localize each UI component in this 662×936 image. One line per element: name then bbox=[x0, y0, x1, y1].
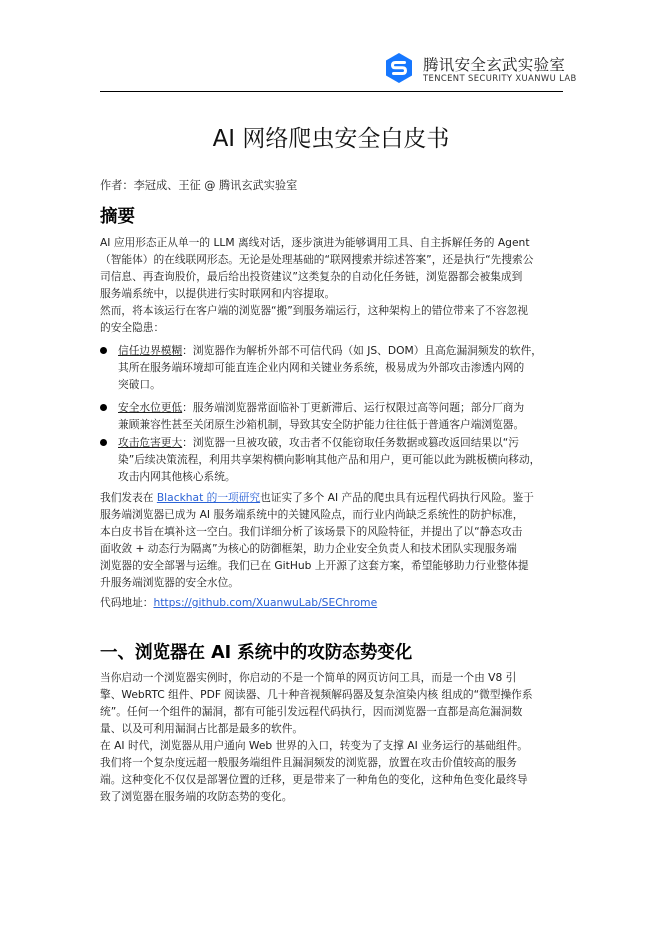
document-header bbox=[0, 0, 662, 92]
brand-name-cn: 腾讯安全玄武实验室 bbox=[423, 56, 566, 74]
text-line: （智能体）的在线联网形态。无论是处理基础的“联网搜索并综述答案”，还是执行“先搜索公 bbox=[100, 253, 534, 267]
text-line: 浏览器的安全部署与运维。我们已在 GitHub 上开源了这套方案，希望能够助力行业整体提 bbox=[100, 559, 529, 573]
text-line: 突破口。 bbox=[118, 378, 161, 392]
bullet-term: 安全水位更低 bbox=[118, 401, 183, 414]
bullet-dot-icon bbox=[100, 439, 107, 446]
text-line: 的安全隐患： bbox=[100, 321, 165, 335]
abstract-paragraph-3 bbox=[100, 489, 563, 592]
abstract-paragraph-1 bbox=[100, 234, 563, 302]
text-line: 攻击内网其他核心系统。 bbox=[118, 470, 236, 484]
text-line: 致了浏览器在服务端的攻防态势的变化。 bbox=[100, 790, 293, 804]
bullet-term: 信任边界模糊 bbox=[118, 344, 183, 357]
text-line: 擎、WebRTC 组件、PDF 阅读器、几十种音视频解码器及复杂渲染内核 组成的“微型操作系 bbox=[100, 688, 533, 702]
header-divider bbox=[100, 91, 563, 92]
text-line: ：服务端浏览器常面临补丁更新滞后、运行权限过高等问题；部分厂商为 bbox=[182, 401, 525, 414]
bullet-dot-icon bbox=[100, 404, 107, 411]
text-line: 服务端浏览器已成为 AI 服务端系统中的关键风险点，而行业内尚缺乏系统性的防护标准， bbox=[100, 508, 524, 522]
abstract-heading: 摘要 bbox=[100, 207, 135, 227]
text-line: 端。这种变化不仅仅是部署位置的迁移，更是带来了一种角色的变化，这种角色变化最终导 bbox=[100, 773, 528, 787]
section-1-heading: 一、浏览器在 AI 系统中的攻防态势变化 bbox=[100, 643, 413, 663]
bullet-dot-icon bbox=[100, 347, 107, 354]
text-line: 然而，将本该运行在客户端的浏览器“搬”到服务端运行，这种架构上的错位带来了不容忽视 bbox=[100, 304, 528, 317]
text-line: ：浏览器一旦被攻破，攻击者不仅能窃取任务数据或篡改返回结果以“污 bbox=[182, 436, 519, 449]
brand-name-en: TENCENT SECURITY XUANWU LAB bbox=[423, 73, 577, 83]
blackhat-research-link[interactable]: Blackhat 的一项研究 bbox=[156, 491, 261, 504]
text-line: 在 AI 时代，浏览器从用户通向 Web 世界的入口，转变为了支撑 AI 业务运行的基础组件。 bbox=[100, 739, 528, 752]
text-line: 本白皮书旨在填补这一空白。我们详细分析了该场景下的风险特征，并提出了以“静态攻击 bbox=[100, 525, 523, 539]
text-line: 量、以及可利用漏洞占比都是最多的软件。 bbox=[100, 722, 304, 736]
document-title: AI 网络爬虫安全白皮书 bbox=[212, 126, 450, 152]
text-line: AI 应用形态正从单一的 LLM 离线对话，逐步演进为能够调用工具、自主拆解任务的 Agent bbox=[100, 236, 530, 249]
text-line: 当你启动一个浏览器实例时，你启动的不是一个简单的网页访问工具，而是一个由 V8 引 bbox=[100, 671, 517, 684]
github-repo-link[interactable]: https://github.com/XuanwuLab/SEChrome bbox=[153, 596, 378, 609]
section-1-paragraph-2 bbox=[100, 737, 563, 805]
abstract-paragraph-2 bbox=[100, 302, 563, 336]
text-line: 我们将一个复杂度远超一般服务端组件且漏洞频发的浏览器，放置在攻击价值较高的服务 bbox=[100, 756, 517, 770]
xuanwu-lab-logo-icon bbox=[385, 52, 413, 84]
bullet-term: 攻击危害更大 bbox=[118, 436, 183, 449]
text-line: 统”。任何一个组件的漏洞，都有可能引发远程代码执行，因而浏览器一直都是高危漏洞数 bbox=[100, 705, 523, 719]
text-line: 升服务端浏览器的安全水位。 bbox=[100, 576, 239, 590]
text-line: 染”后续决策流程，利用共享架构横向影响其他产品和用户，更可能以此为跳板横向移动， bbox=[118, 453, 541, 467]
section-1-paragraph-1 bbox=[100, 669, 563, 737]
text-segment: 我们发表在 bbox=[100, 491, 157, 504]
code-address-label: 代码地址： bbox=[100, 596, 154, 609]
author-line: 作者：李冠成、王征 @ 腾讯玄武实验室 bbox=[100, 179, 298, 192]
code-address bbox=[100, 594, 563, 611]
text-line: 兼顾兼容性甚至关闭原生沙箱机制，导致其安全防护能力往往低于普通客户端浏览器。 bbox=[118, 418, 525, 432]
text-line: 服务端系统中，以提供进行实时联网和内容提取。 bbox=[100, 287, 336, 301]
text-line: ：浏览器作为解析外部不可信代码（如 JS、DOM）且高危漏洞频发的软件， bbox=[182, 344, 542, 357]
text-line: 面收敛 + 动态行为隔离”为核心的防御框架，助力企业安全负责人和技术团队实现服务端 bbox=[100, 542, 517, 556]
text-segment: 也证实了多个 AI 产品的爬虫具有远程代码执行风险。鉴于 bbox=[260, 491, 534, 504]
text-line: 司信息、再查询股价，最后给出投资建议”这类复杂的自动化任务链，浏览器都会被集成到 bbox=[100, 270, 523, 284]
text-line: 其所在服务端环境却可能直连企业内网和关键业务系统，极易成为外部攻击渗透内网的 bbox=[118, 361, 525, 375]
